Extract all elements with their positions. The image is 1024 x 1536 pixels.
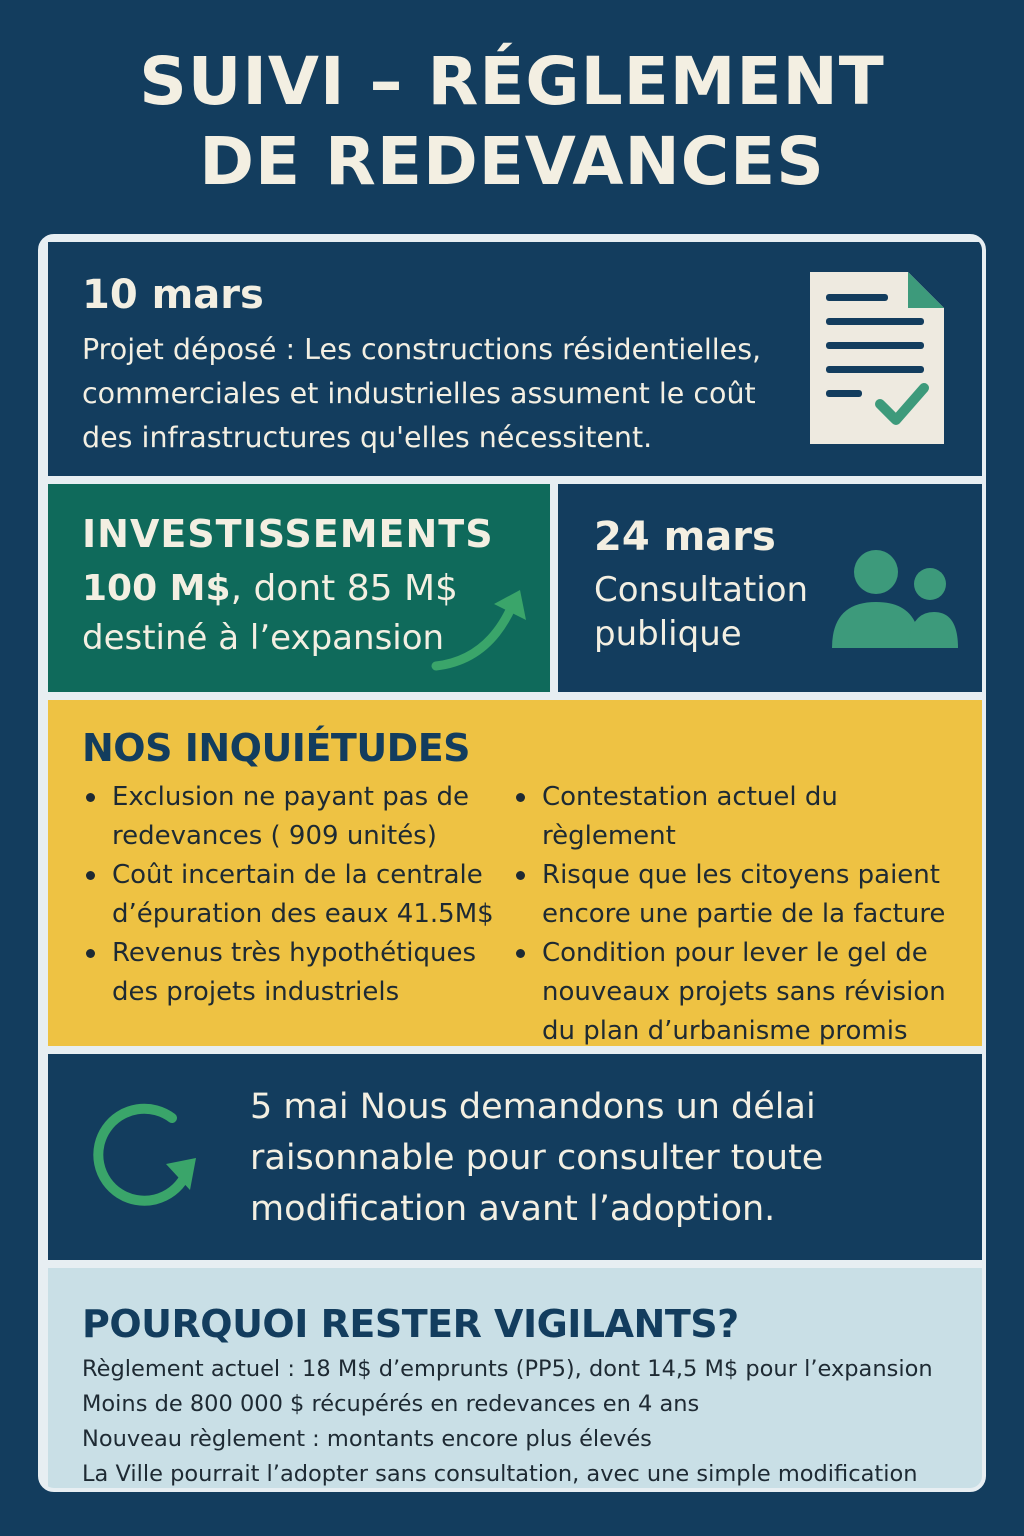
growth-arrow-icon (428, 576, 538, 672)
list-item: Condition pour lever le gel de nouveaux projets sans révision du plan d’urbanisme promis (516, 934, 976, 1051)
list-item: Contestation actuel du règlement (516, 778, 976, 856)
consultation-text (594, 568, 808, 656)
project-date: 10 mars (82, 272, 264, 318)
investments-amount-line (82, 568, 458, 609)
consultation-date: 24 mars (594, 514, 776, 560)
title-line-1: SUIVI – RÉGLEMENT (139, 43, 885, 120)
consultation-panel (558, 484, 984, 692)
title-line-2: DE REDEVANCES (199, 123, 825, 200)
vigilance-panel (48, 1268, 984, 1488)
list-item: Exclusion ne payant pas de redevances ( 909 unités) (86, 778, 506, 856)
investments-heading: INVESTISSEMENTS (82, 512, 494, 556)
investments-amount: 100 M$ (82, 568, 231, 609)
page-title (0, 42, 1024, 202)
concerns-heading: NOS INQUIÉTUDES (82, 726, 471, 770)
list-item: Coût incertain de la centrale d’épuration des eaux 41.5M$ (86, 856, 506, 934)
list-item: Revenus très hypothétiques des projets industriels (86, 934, 506, 1012)
request-panel (48, 1054, 984, 1260)
request-text: 5 mai Nous demandons un délai raisonnable pour consulter toute modification avant l’adoption. (250, 1087, 824, 1229)
list-item: La Ville pourrait l’adopter sans consultation, avec une simple modification (82, 1461, 918, 1487)
vigilance-facts (82, 1352, 933, 1492)
project-text: Projet déposé : Les constructions résidentielles, commerciales et industrielles assument le coût des infrastructures qu'elles nécessitent. (82, 333, 762, 454)
investments-panel (48, 484, 550, 692)
document-check-icon (804, 268, 948, 448)
concerns-panel (48, 700, 984, 1046)
consultation-line-2: publique (594, 614, 742, 654)
investments-detail: , dont 85 M$ (230, 568, 458, 609)
list-item: Nouveau règlement : montants encore plus élevés (82, 1426, 652, 1452)
consultation-line-1: Consultation (594, 570, 809, 610)
infographic-card (38, 234, 986, 1492)
list-item: Moins de 800 000 $ récupérés en redevances en 4 ans (82, 1391, 700, 1417)
cycle-arrow-icon (80, 1100, 210, 1210)
concerns-left-list (86, 778, 506, 1012)
project-panel (48, 242, 984, 476)
list-item: Risque que les citoyens paient encore une partie de la facture (516, 856, 976, 934)
people-icon (830, 544, 960, 654)
investments-expansion: destiné à l’expansion (82, 618, 445, 658)
vigilance-heading: POURQUOI RESTER VIGILANTS? (82, 1302, 739, 1346)
concerns-right-list (516, 778, 976, 1051)
list-item: Règlement actuel : 18 M$ d’emprunts (PP5), dont 14,5 M$ pour l’expansion (82, 1356, 933, 1382)
